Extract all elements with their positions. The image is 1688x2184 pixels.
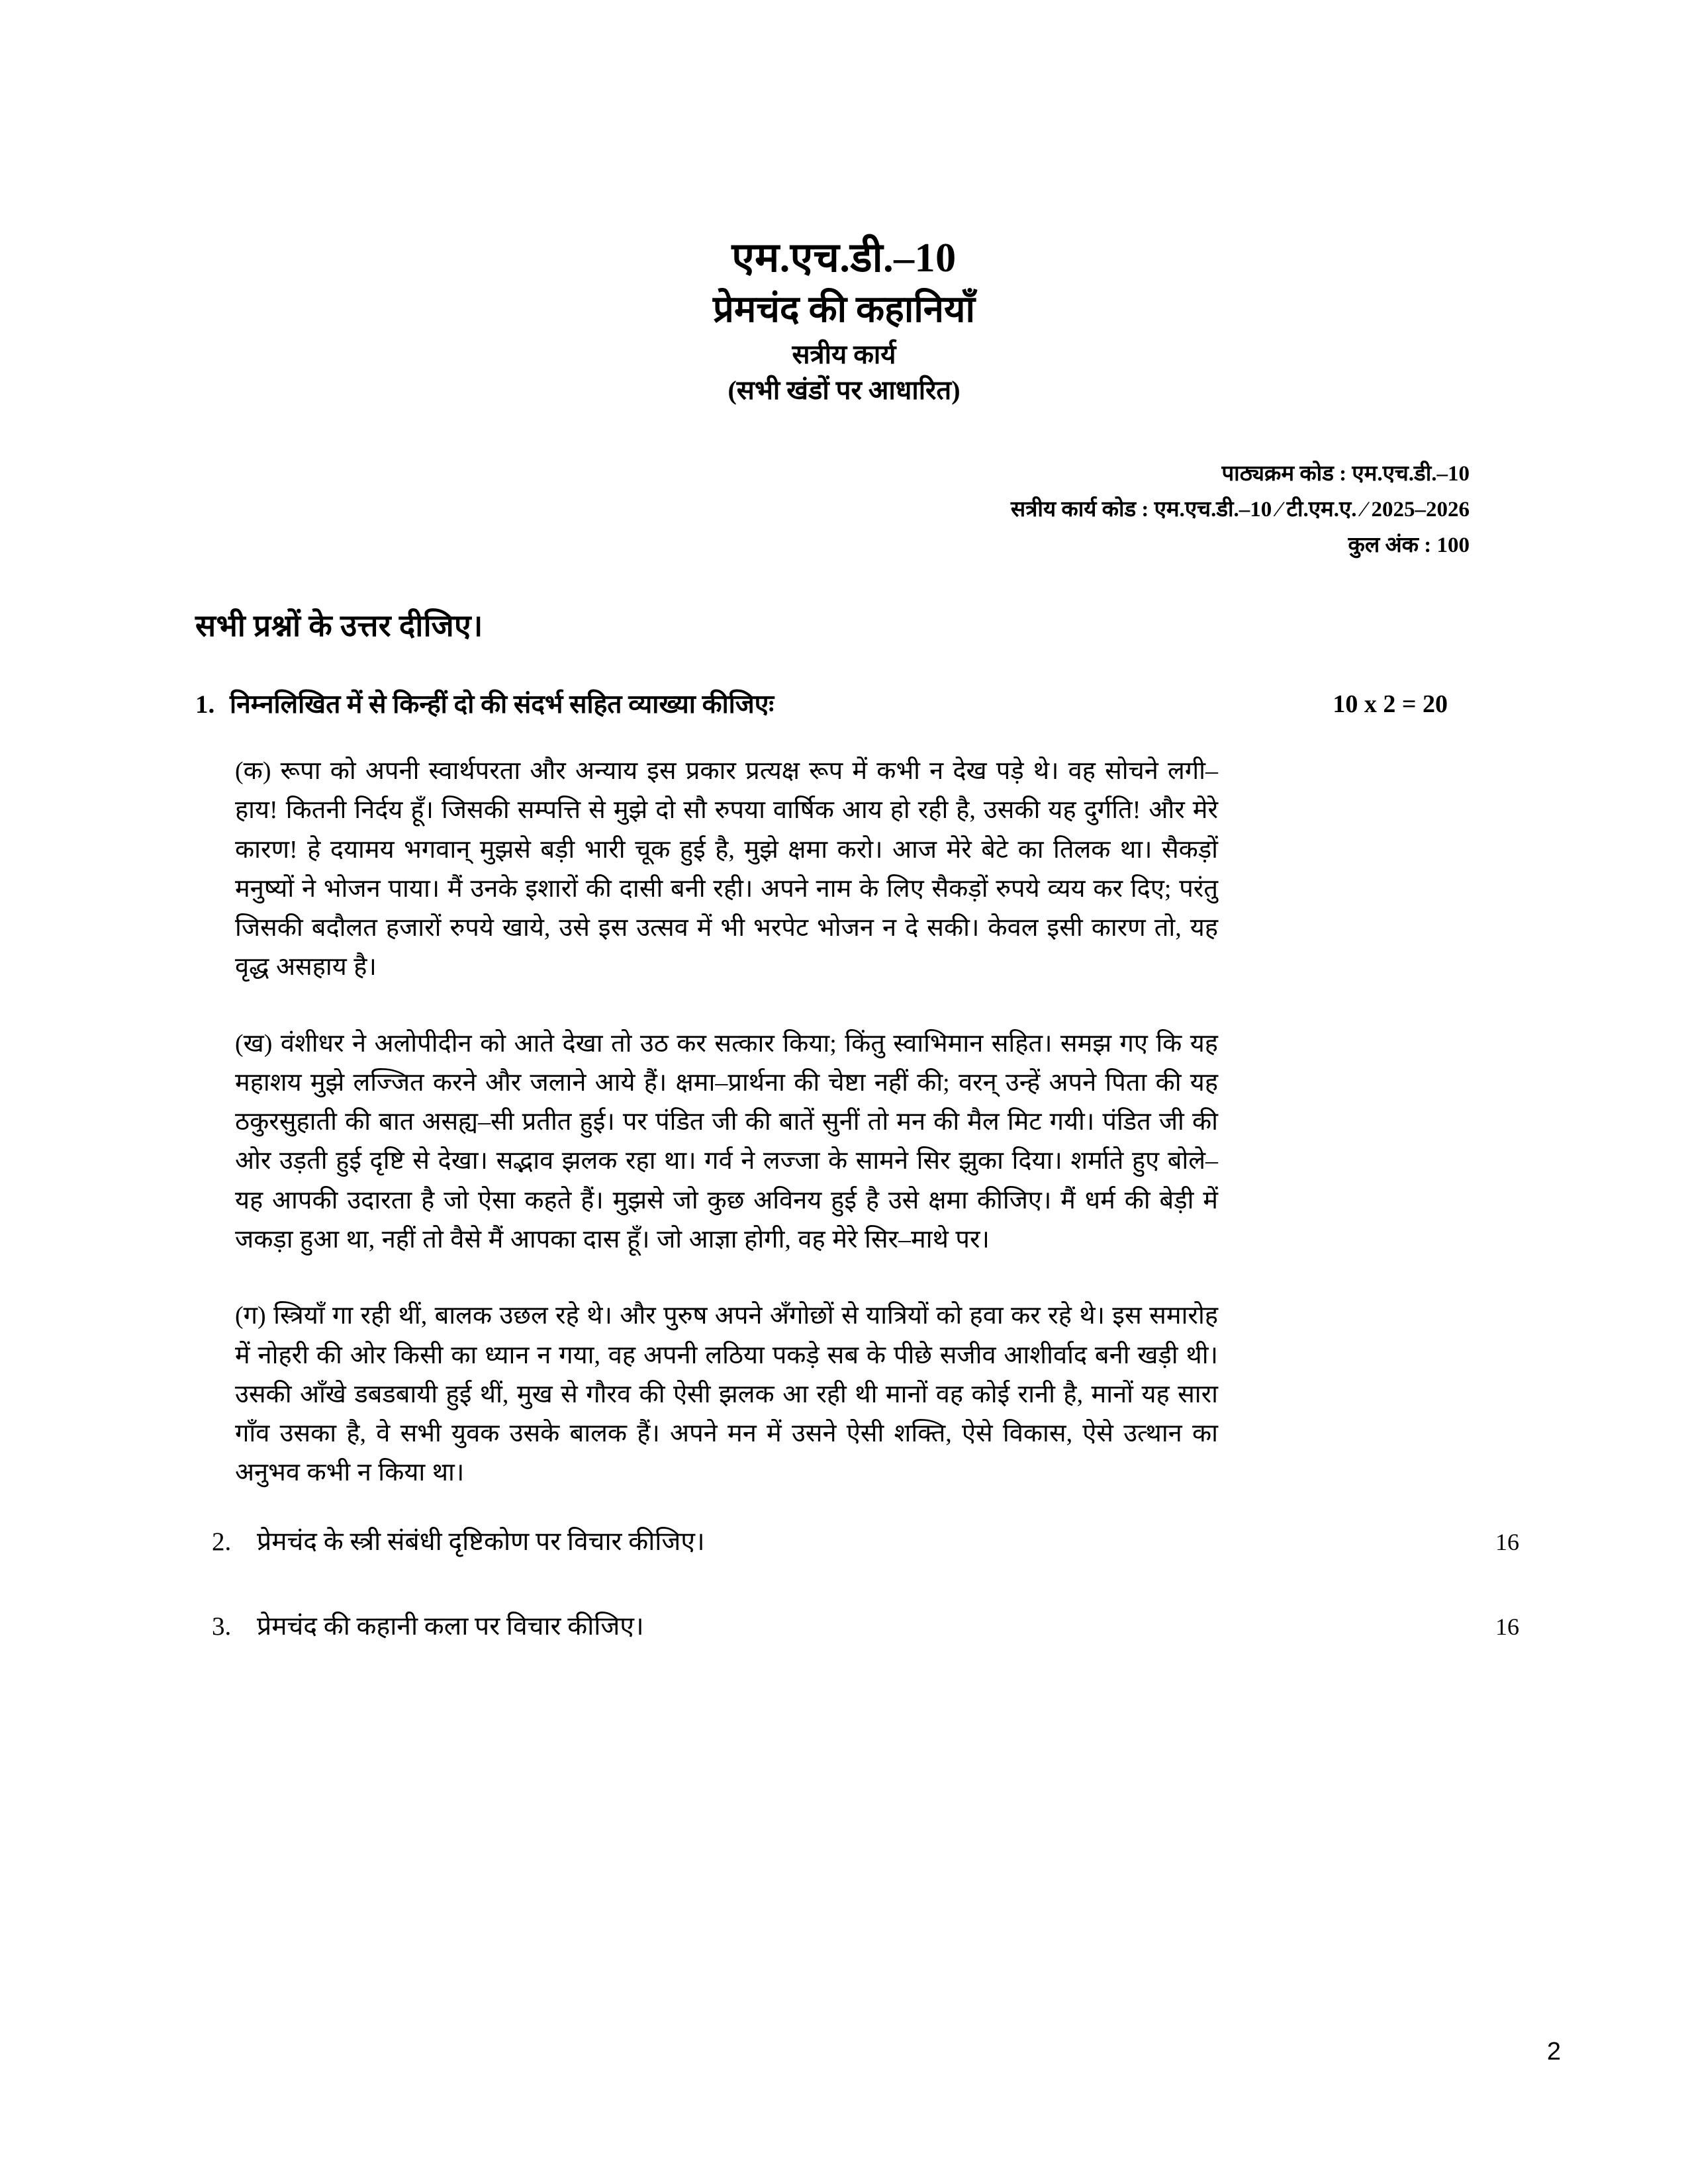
passage-ga: (ग) स्त्रियाँ गा रही थीं, बालक उछल रहे थे। और पुरुष अपने अँगोछों से यात्रियों को हवा कर रहे थे। इस समारोह में नोहरी की ओर किसी का ध्यान न गया, वह अपनी लठिया पकड़े सब के पीछे सजीव आशीर्वाद बनी खड़ी थी। उसकी आँखे डबडबायी हुई थीं, मुख से गौरव की ऐसी झलक आ रही थी मानों वह कोई रानी है, मानों यह सारा गाँव उसका है, वे सभी युवक उसके बालक हैं। अपने मन में उसने ऐसी शक्ति, ऐसे विकास, ऐसे उत्थान का अनुभव कभी न किया था।	[235, 1302, 1218, 1487]
question-3-marks: 16	[1495, 1614, 1519, 1641]
question-2-text: प्रेमचंद के स्त्री संबंधी दृष्टिकोण पर विचार कीजिए।	[257, 1527, 705, 1556]
question-1-row	[0, 688, 1688, 723]
page-number: 2	[1546, 2038, 1561, 2066]
total-marks-line: कुल अंक : 100	[1348, 533, 1470, 557]
code-details-block	[0, 457, 1688, 563]
course-title-heading: प्रेमचंद की कहानियाँ	[713, 289, 975, 330]
question-1-text: निम्नलिखित में से किन्हीं दो की संदर्भ सहित व्याख्या कीजिएः	[230, 690, 774, 719]
question-2-row	[0, 1525, 1688, 1560]
question-1-marks: 10 x 2 = 20	[1333, 690, 1448, 719]
question-3-row	[0, 1610, 1688, 1645]
question-1-number: 1.	[195, 690, 215, 719]
course-code-line: पाठ्यक्रम कोड : एम.एच.डी.–10	[1221, 462, 1470, 486]
question-3-text: प्रेमचंद की कहानी कला पर विचार कीजिए।	[257, 1612, 644, 1641]
assignment-type-label: सत्रीय कार्य	[792, 340, 896, 370]
passage-kha: (ख) वंशीधर ने अलोपीदीन को आते देखा तो उठ कर सत्कार किया; किंतु स्वाभिमान सहित। समझ गए कि यह महाशय मुझे लज्जित करने और जलाने आये हैं। क्षमा–प्रार्थना की चेष्टा नहीं की; वरन् उन्हें अपने पिता की यह ठकुरसुहाती की बात असह्य–सी प्रतीत हुई। पर पंडित जी की बातें सुनीं तो मन की मैल मिट गयी। पंडित जी की ओर उड़ती हुई दृष्टि से देखा। सद्भाव झलक रहा था। गर्व ने लज्जा के सामने सिर झुका दिया। शर्माते हुए बोले– यह आपकी उदारता है जो ऐसा कहते हैं। मुझसे जो कुछ अविनय हुई है उसे क्षमा कीजिए। मैं धर्म की बेड़ी में जकड़ा हुआ था, नहीं तो वैसे मैं आपका दास हूँ। जो आज्ञा होगी, वह मेरे सिर–माथे पर।	[235, 1029, 1218, 1253]
passage-list	[0, 752, 1688, 1493]
course-code-heading: एम.एच.डी.–10	[731, 236, 957, 281]
passage-ka: (क) रूपा को अपनी स्वार्थपरता और अन्याय इस प्रकार प्रत्यक्ष रूप में कभी न देख पड़े थे। वह सोचने लगी– हाय! कितनी निर्दय हूँ। जिसकी सम्पत्ति से मुझे दो सौ रुपया वार्षिक आय हो रही है, उसकी यह दुर्गति! और मेरे कारण! हे दयामय भगवान् मुझसे बड़ी भारी चूक हुई है, मुझे क्षमा करो। आज मेरे बेटे का तिलक था। सैकड़ों मनुष्यों ने भोजन पाया। मैं उनके इशारों की दासी बनी रही। अपने नाम के लिए सैकड़ों रुपये व्यय कर दिए; परंतु जिसकी बदौलत हजारों रुपये खाये, उसे इस उत्सव में भी भरपेट भोजन न दे सकी। केवल इसी कारण तो, यह वृद्ध असहाय है।	[235, 757, 1218, 981]
question-2-number: 2.	[212, 1527, 232, 1556]
assignment-code-line: सत्रीय कार्य कोड : एम.एच.डी.–10 ⁄ टी.एम.ए. ⁄ 2025–2026	[1010, 497, 1470, 522]
question-2-marks: 16	[1495, 1528, 1519, 1555]
assignment-scope-label: (सभी खंडों पर आधारित)	[727, 375, 961, 406]
document-header	[0, 235, 1688, 406]
general-instruction: सभी प्रश्नों के उत्तर दीजिए।	[195, 609, 483, 643]
question-3-number: 3.	[212, 1612, 232, 1641]
